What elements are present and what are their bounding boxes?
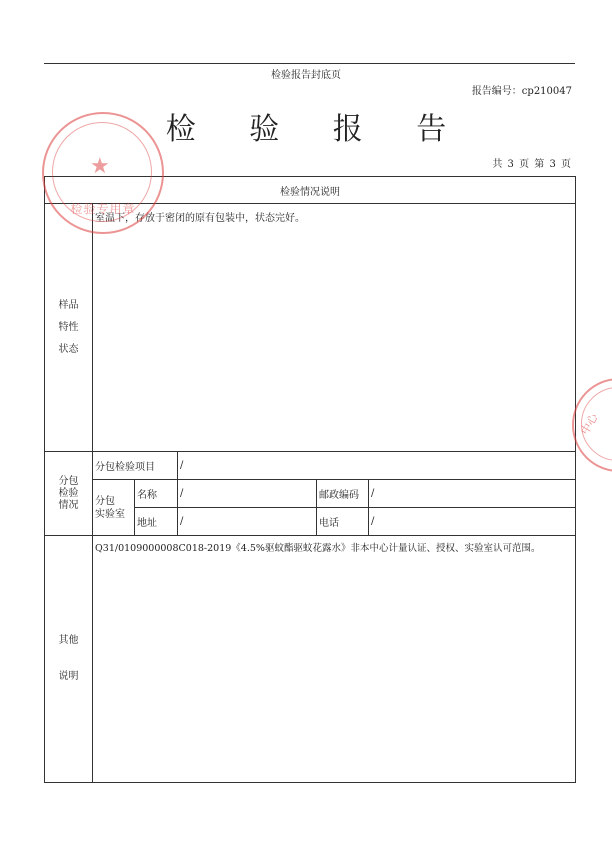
name-label: 名称 <box>135 480 178 508</box>
section-title: 检验情况说明 <box>45 177 576 204</box>
postcode-label: 邮政编码 <box>317 480 369 508</box>
page-title: 检 验 报 告 <box>165 112 469 147</box>
subcontract-item-value: / <box>178 452 576 480</box>
phone-label: 电话 <box>317 508 369 536</box>
inspection-seal-left: 检验专用章 ★ <box>42 112 164 234</box>
subcontract-lab-label: 分包 实验室 <box>93 480 135 536</box>
phone-value: / <box>369 508 576 536</box>
inspection-table <box>44 176 576 783</box>
address-value: / <box>178 508 317 536</box>
cover-title: 检验报告封底页 <box>271 70 341 81</box>
report-number: 报告编号：cp210047 <box>471 86 572 97</box>
subcontract-item-label: 分包检验项目 <box>93 452 178 480</box>
address-label: 地址 <box>135 508 178 536</box>
other-description: Q31/0109000008C018-2019《4.5%驱蚊酯驱蚊花露水》非本中心计量认证、授权、实验室认可范围。 <box>93 536 576 783</box>
name-value: / <box>178 480 317 508</box>
page-indicator: 共 3 页 第 3 页 <box>492 159 572 170</box>
postcode-value: / <box>369 480 576 508</box>
subcontract-label: 分包 检验 情况 <box>45 452 93 536</box>
other-label: 其他 说明 <box>45 536 93 783</box>
inspection-seal-right: 中心 <box>572 378 612 472</box>
sample-description: 室温下，存放于密闭的原有包装中，状态完好。 <box>93 204 576 452</box>
header-rule <box>44 63 575 64</box>
sample-label: 样品 特性 状态 <box>45 204 93 452</box>
